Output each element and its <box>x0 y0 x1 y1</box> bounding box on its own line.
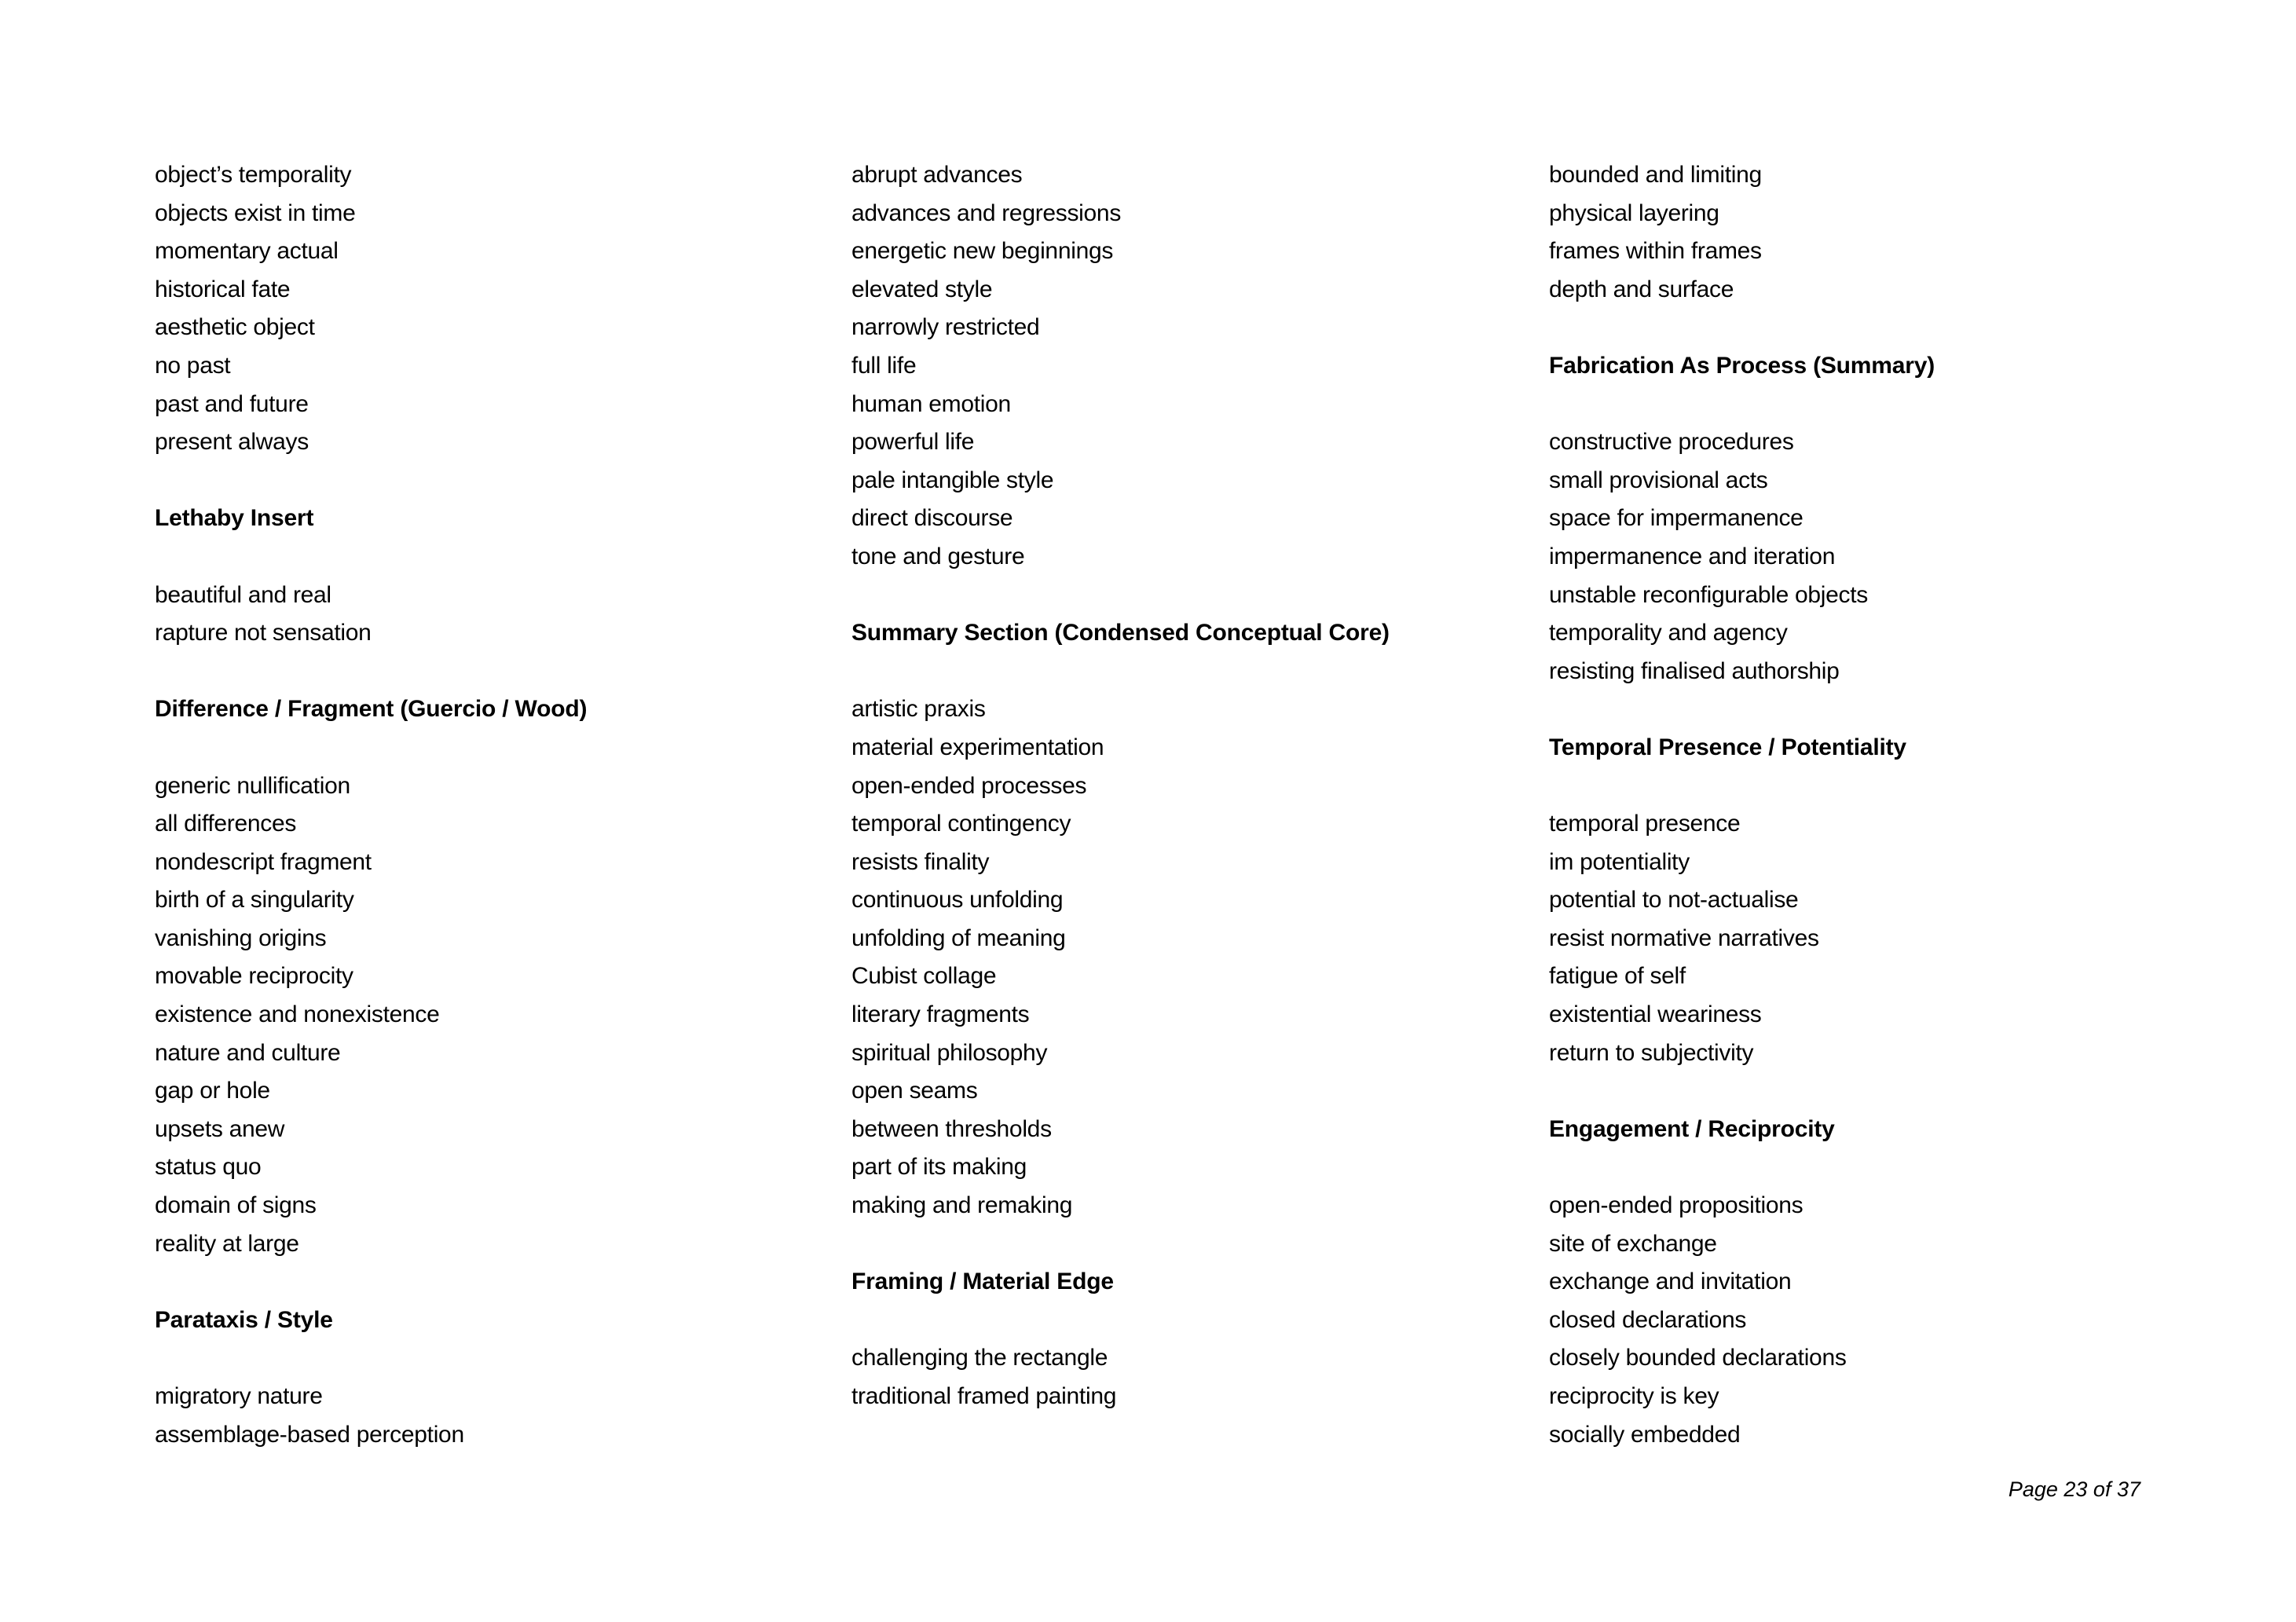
keyword-item: spiritual philosophy <box>851 1039 1048 1066</box>
keyword-section <box>1549 156 2146 309</box>
keyword-item: closed declarations <box>1549 1306 1747 1333</box>
keyword-item: nondescript fragment <box>155 848 372 875</box>
keyword-item: vanishing origins <box>155 925 327 951</box>
column-3 <box>1549 156 2146 1454</box>
section-heading: Summary Section (Condensed Conceptual Core) <box>851 620 1390 646</box>
keyword-item: aesthetic object <box>155 314 315 341</box>
keyword-section <box>1549 729 2146 1072</box>
keyword-section <box>155 690 752 1263</box>
section-heading: Difference / Fragment (Guercio / Wood) <box>155 696 588 723</box>
keyword-section <box>155 156 752 462</box>
keyword-item: temporal contingency <box>851 811 1071 837</box>
keyword-list <box>1549 805 2146 1072</box>
keyword-item: tone and gesture <box>851 543 1025 569</box>
keyword-item: resists finality <box>851 848 990 875</box>
keyword-item: full life <box>851 352 917 379</box>
keyword-item: material experimentation <box>851 734 1104 760</box>
keyword-item: temporal presence <box>1549 811 1741 837</box>
keyword-item: bounded and limiting <box>1549 162 1762 188</box>
keyword-item: human emotion <box>851 390 1011 417</box>
keyword-item: constructive procedures <box>1549 429 1794 456</box>
keyword-section <box>1549 1111 2146 1454</box>
keyword-item: all differences <box>155 811 297 837</box>
keyword-item: Cubist collage <box>851 963 997 990</box>
keyword-item: making and remaking <box>851 1192 1073 1219</box>
keyword-section <box>851 1263 1448 1415</box>
keyword-item: unstable reconfigurable objects <box>1549 581 1868 608</box>
keyword-item: between thresholds <box>851 1115 1052 1142</box>
keyword-list <box>851 1339 1448 1415</box>
keyword-item: assemblage-based perception <box>155 1421 464 1448</box>
keyword-item: no past <box>155 352 231 379</box>
keyword-item: direct discourse <box>851 505 1013 532</box>
keyword-item: elevated style <box>851 276 993 302</box>
keyword-item: momentary actual <box>155 238 339 265</box>
keyword-section <box>851 156 1448 577</box>
keyword-item: potential to not-actualise <box>1549 887 1799 914</box>
keyword-item: abrupt advances <box>851 162 1023 188</box>
keyword-item: upsets anew <box>155 1115 285 1142</box>
keyword-item: advances and regressions <box>851 200 1122 226</box>
keyword-item: temporality and agency <box>1549 620 1788 646</box>
keyword-item: domain of signs <box>155 1192 317 1219</box>
keyword-item: birth of a singularity <box>155 887 354 914</box>
section-heading: Framing / Material Edge <box>851 1269 1114 1295</box>
keyword-item: continuous unfolding <box>851 887 1064 914</box>
keyword-item: im potentiality <box>1549 848 1690 875</box>
keyword-item: return to subjectivity <box>1549 1039 1754 1066</box>
keyword-item: migratory nature <box>155 1383 323 1409</box>
keyword-item: beautiful and real <box>155 581 331 608</box>
keyword-list <box>155 156 752 462</box>
keyword-item: status quo <box>155 1154 262 1181</box>
keyword-item: site of exchange <box>1549 1230 1717 1257</box>
keyword-list <box>155 577 752 653</box>
keyword-list <box>851 156 1448 577</box>
keyword-item: rapture not sensation <box>155 620 372 646</box>
column-1 <box>155 156 752 1454</box>
keyword-list <box>851 690 1448 1225</box>
keyword-section <box>155 500 752 652</box>
keyword-item: literary fragments <box>851 1001 1030 1028</box>
keyword-item: space for impermanence <box>1549 505 1803 532</box>
keyword-item: exchange and invitation <box>1549 1269 1792 1295</box>
keyword-item: depth and surface <box>1549 276 1734 302</box>
keyword-item: traditional framed painting <box>851 1383 1117 1409</box>
keyword-item: closely bounded declarations <box>1549 1345 1847 1371</box>
keyword-list <box>155 1378 752 1454</box>
keyword-item: artistic praxis <box>851 696 986 723</box>
keyword-item: existential weariness <box>1549 1001 1762 1028</box>
section-heading: Lethaby Insert <box>155 505 314 532</box>
keyword-item: reciprocity is key <box>1549 1383 1719 1409</box>
keyword-item: pale intangible style <box>851 467 1054 493</box>
keyword-item: physical layering <box>1549 200 1719 226</box>
keyword-item: challenging the rectangle <box>851 1345 1108 1371</box>
keyword-item: open-ended processes <box>851 772 1087 799</box>
keyword-item: narrowly restricted <box>851 314 1040 341</box>
section-heading: Engagement / Reciprocity <box>1549 1115 1835 1142</box>
keyword-list <box>1549 423 2146 690</box>
section-heading: Parataxis / Style <box>155 1306 333 1333</box>
keyword-section <box>1549 347 2146 690</box>
keyword-item: impermanence and iteration <box>1549 543 1836 569</box>
keyword-item: nature and culture <box>155 1039 341 1066</box>
section-heading: Fabrication As Process (Summary) <box>1549 352 1935 379</box>
keyword-item: existence and nonexistence <box>155 1001 440 1028</box>
keyword-item: open seams <box>851 1078 978 1104</box>
keyword-item: frames within frames <box>1549 238 1762 265</box>
keyword-section <box>155 1302 752 1454</box>
keyword-item: socially embedded <box>1549 1421 1741 1448</box>
keyword-item: resisting finalised authorship <box>1549 657 1840 684</box>
keyword-item: gap or hole <box>155 1078 270 1104</box>
keyword-item: object’s temporality <box>155 162 352 188</box>
keyword-list <box>155 767 752 1264</box>
keyword-item: generic nullification <box>155 772 350 799</box>
keyword-list <box>1549 156 2146 309</box>
keyword-item: reality at large <box>155 1230 299 1257</box>
keyword-item: historical fate <box>155 276 291 302</box>
keyword-item: present always <box>155 429 309 456</box>
keyword-item: open-ended propositions <box>1549 1192 1803 1219</box>
keyword-item: objects exist in time <box>155 200 356 226</box>
keyword-item: resist normative narratives <box>1549 925 1819 951</box>
keyword-list <box>1549 1187 2146 1454</box>
keyword-item: past and future <box>155 390 309 417</box>
keyword-item: fatigue of self <box>1549 963 1686 990</box>
keyword-item: powerful life <box>851 429 975 456</box>
column-2 <box>851 156 1448 1416</box>
keyword-item: part of its making <box>851 1154 1027 1181</box>
keyword-section <box>851 614 1448 1225</box>
section-heading: Temporal Presence / Potentiality <box>1549 734 1906 760</box>
keyword-item: unfolding of meaning <box>851 925 1066 951</box>
keyword-item: movable reciprocity <box>155 963 353 990</box>
keyword-item: small provisional acts <box>1549 467 1768 493</box>
keyword-item: energetic new beginnings <box>851 238 1114 265</box>
page-number: Page 23 of 37 <box>2008 1477 2140 1501</box>
